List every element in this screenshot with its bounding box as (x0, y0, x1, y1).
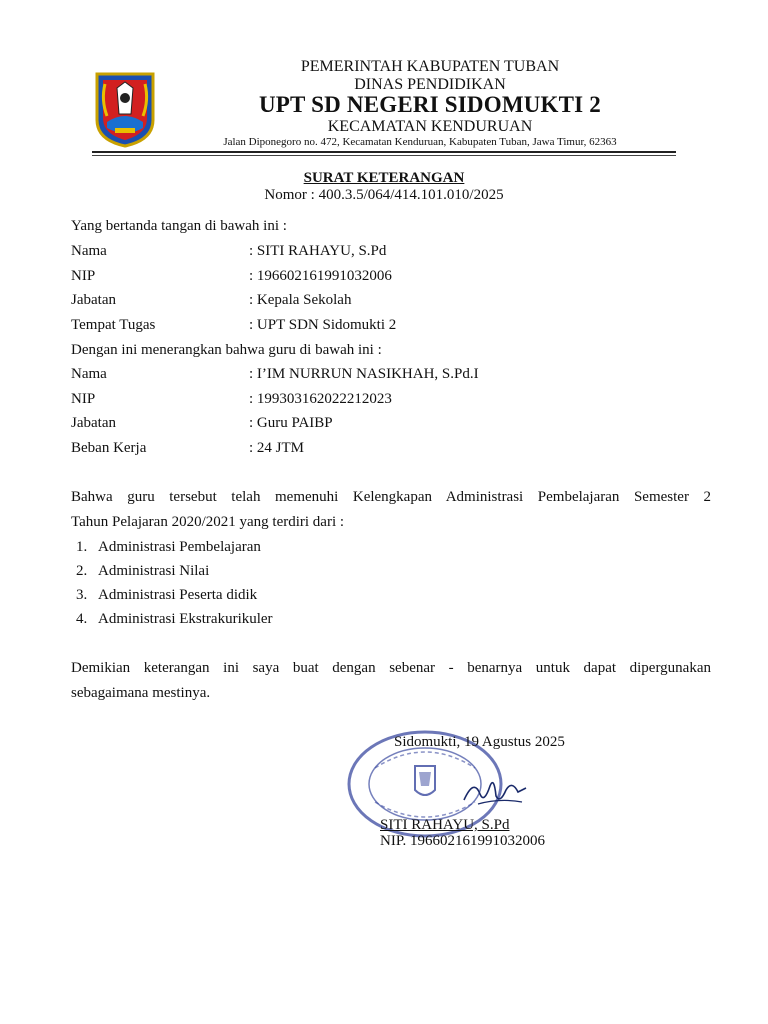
list-item (76, 587, 257, 604)
teacher-nip-label: NIP (71, 391, 96, 407)
teacher-name-value: : I’IM NURRUN NASIKHAH, S.Pd.I (249, 366, 479, 382)
list-item-text: Administrasi Peserta didik (98, 587, 258, 603)
teacher-position-value: : Guru PAIBP (249, 415, 333, 431)
signature-icon (460, 770, 530, 810)
list-item (76, 611, 273, 628)
regency-emblem-icon (93, 70, 157, 148)
signature-nip: NIP. 196602161991032006 (380, 833, 546, 849)
list-item-text: Administrasi Ekstrakurikuler (98, 611, 273, 627)
body-paragraph-line-2: Tahun Pelajaran 2020/2021 yang terdiri dari : (71, 514, 345, 530)
closing-line-2: sebagaimana mestinya. (71, 685, 211, 701)
signer-workplace-value: : UPT SDN Sidomukti 2 (249, 317, 397, 333)
header-government: PEMERINTAH KABUPATEN TUBAN (300, 58, 560, 75)
closing-line-1: Demikian keterangan ini saya buat dengan sebenar - benarnya untuk dapat dipergunakan (71, 660, 711, 676)
signer-name-label: Nama (71, 243, 107, 259)
signer-workplace-label: Tempat Tugas (71, 317, 156, 333)
list-item-number: 2. (76, 563, 88, 579)
list-item (76, 539, 261, 556)
signer-nip-label: NIP (71, 268, 96, 284)
header-address: Jalan Diponegoro no. 472, Kecamatan Kenduruan, Kabupaten Tuban, Jawa Timur, 62363 (223, 136, 617, 148)
list-item-number: 1. (76, 539, 88, 555)
teacher-nip-value: : 199303162022212023 (249, 391, 392, 407)
signer-position-label: Jabatan (71, 292, 116, 308)
teacher-position-label: Jabatan (71, 415, 116, 431)
statement-text: Dengan ini menerangkan bahwa guru di bawah ini : (71, 342, 382, 358)
teacher-workload-value: : 24 JTM (249, 440, 305, 456)
letterhead (0, 0, 768, 160)
header-rule-thick (92, 151, 676, 153)
list-item-text: Administrasi Nilai (98, 563, 210, 579)
header-department: DINAS PENDIDIKAN (354, 76, 506, 93)
list-item-text: Administrasi Pembelajaran (98, 539, 261, 555)
letter-number: Nomor : 400.3.5/064/414.101.010/2025 (264, 187, 504, 203)
header-rule-thin (92, 155, 676, 156)
signature-place-date: Sidomukti, 19 Agustus 2025 (394, 734, 565, 750)
teacher-workload-label: Beban Kerja (71, 440, 147, 456)
header-district: KECAMATAN KENDURUAN (327, 118, 533, 135)
intro-text: Yang bertanda tangan di bawah ini : (71, 218, 287, 234)
signer-position-value: : Kepala Sekolah (249, 292, 352, 308)
letter-title: SURAT KETERANGAN (303, 170, 465, 186)
header-school-name: UPT SD NEGERI SIDOMUKTI 2 (259, 92, 601, 117)
list-item-number: 3. (76, 587, 88, 603)
signature-name: SITI RAHAYU, S.Pd (380, 817, 510, 833)
signer-nip-value: : 196602161991032006 (249, 268, 392, 284)
list-item (76, 563, 209, 580)
list-item-number: 4. (76, 611, 88, 627)
signer-name-value: : SITI RAHAYU, S.Pd (249, 243, 387, 259)
teacher-name-label: Nama (71, 366, 107, 382)
body-paragraph-line-1: Bahwa guru tersebut telah memenuhi Kelengkapan Administrasi Pembelajaran Semester 2 (71, 489, 711, 505)
